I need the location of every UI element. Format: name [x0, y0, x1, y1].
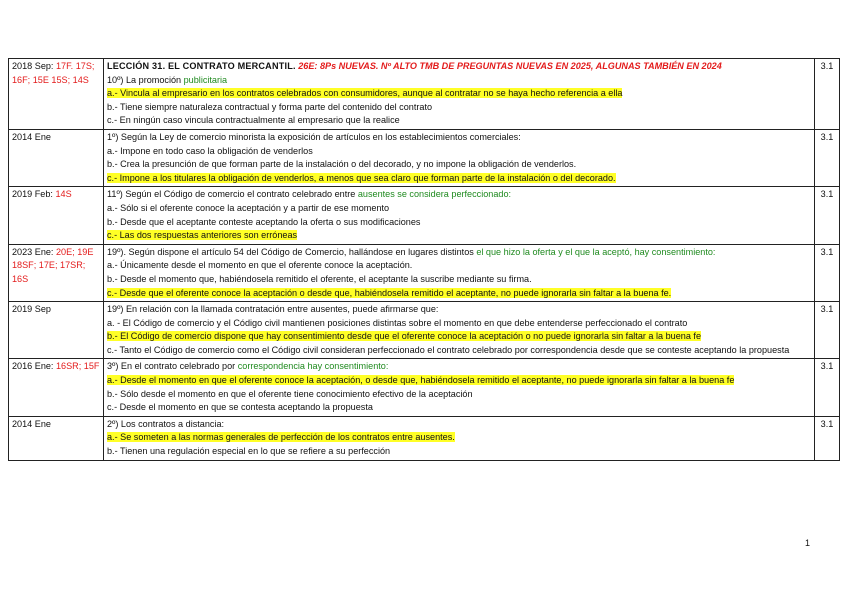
question-text	[107, 303, 811, 317]
table-row	[9, 302, 840, 359]
answer-option-text: b.- Desde que el aceptante conteste aceptando la oferta o sus modificaciones	[107, 216, 421, 227]
answer-option-text: b.- Sólo desde el momento en que el oferente tiene conocimiento efectivo de la aceptación	[107, 388, 473, 399]
repeated-exams: 14S	[55, 189, 72, 200]
question-cell	[104, 244, 815, 301]
question-cell	[104, 302, 815, 359]
question-stem: 3º) En el contrato celebrado por	[107, 361, 238, 372]
answer-option-text: c.- Desde que el oferente conoce la aceptación o desde que, habiéndosela remitido el aceptante, no puede ignorarla sin faltar a la buena fe.	[107, 287, 672, 298]
exam-date: 2019 Feb:	[12, 189, 56, 200]
page-number: 1	[804, 538, 810, 548]
table-row	[9, 416, 840, 460]
section-ref: 3.1	[815, 302, 840, 359]
exam-date-cell	[9, 129, 104, 186]
exam-date: 2016 Ene:	[12, 361, 56, 372]
table-row	[9, 244, 840, 301]
answer-option	[107, 216, 811, 230]
exam-date-cell	[9, 187, 104, 244]
question-text	[107, 246, 811, 260]
table-row	[9, 59, 840, 130]
correct-answer-option	[107, 287, 811, 301]
correct-answer-option	[107, 330, 811, 344]
answer-option-text: c.- Impone a los titulares la obligación de venderlos, a menos que sea claro que forman parte de la instalación o del decorado.	[107, 172, 616, 183]
answer-option-text: b.- El Código de comercio dispone que hay consentimiento desde que el oferente conoce la aceptación o no puede ignorarla sin faltar a la buena fe	[107, 331, 702, 342]
correct-answer-option	[107, 431, 811, 445]
exam-date: 2018 Sep:	[12, 61, 56, 71]
answer-option-text: a.- Sólo si el oferente conoce la aceptación y a partir de ese momento	[107, 202, 390, 213]
correct-answer-option	[107, 229, 811, 243]
section-ref: 3.1	[815, 59, 840, 130]
question-cell	[104, 359, 815, 416]
question-stem: 1º) Según la Ley de comercio minorista la exposición de artículos en los establecimientos comerciales:	[107, 131, 521, 142]
question-stem: 19º) En relación con la llamada contratación entre ausentes, puede afirmarse que:	[107, 304, 439, 315]
correct-answer-option	[107, 87, 811, 101]
question-text	[107, 188, 811, 202]
section-ref: 3.1	[815, 416, 840, 460]
exam-date: 2014 Ene	[12, 418, 51, 429]
question-keyword: publicitaria	[183, 74, 228, 85]
answer-option-text: a.- Se someten a las normas generales de perfección de los contratos entre ausentes.	[107, 432, 455, 443]
answer-option	[107, 158, 811, 172]
exam-date-cell	[9, 59, 104, 130]
question-cell	[104, 416, 815, 460]
section-ref: 3.1	[815, 359, 840, 416]
question-stem: 19º). Según dispone el artículo 54 del Código de Comercio, hallándose en lugares distintos	[107, 246, 477, 257]
answer-option	[107, 317, 811, 331]
repeated-exams: 16SR; 15F	[56, 361, 100, 372]
question-keyword: el que hizo la oferta y el que la aceptó, hay consentimiento:	[476, 246, 716, 257]
question-text	[107, 418, 811, 432]
table-row	[9, 359, 840, 416]
question-stem: 11º) Según el Código de comercio el contrato celebrado entre	[107, 189, 358, 200]
exam-date: 2014 Ene	[12, 131, 51, 142]
exam-date-cell	[9, 359, 104, 416]
table-row	[9, 187, 840, 244]
section-ref: 3.1	[815, 129, 840, 186]
repeated-exams: 20E; 19E 18SF; 17E; 17SR; 16S	[12, 246, 94, 284]
exam-date: 2019 Sep	[12, 304, 51, 315]
answer-option	[107, 101, 811, 115]
answer-option-text: b.- Crea la presunción de que forman parte de la instalación o del decorado, y no impone la obligación de venderlos.	[107, 159, 577, 170]
answer-option-text: b.- Tienen una regulación especial en lo que se refiere a su perfección	[107, 446, 391, 457]
answer-option-text: a.- Vincula al empresario en los contratos celebrados con consumidores, aunque al contratar no se haya hecho referencia a ella	[107, 88, 623, 99]
question-cell	[104, 129, 815, 186]
correct-answer-option	[107, 172, 811, 186]
answer-option-text: c.- Tanto el Código de comercio como el Código civil consideran perfeccionado el contrato celebrado por correspondencia desde que se conteste aceptando la propuesta	[107, 344, 790, 355]
answer-option	[107, 145, 811, 159]
exam-date-cell	[9, 302, 104, 359]
answer-option	[107, 202, 811, 216]
lesson-title-main: LECCIÓN 31. EL CONTRATO MERCANTIL.	[107, 61, 296, 71]
answer-option-text: a.- Impone en todo caso la obligación de venderlos	[107, 145, 313, 156]
answer-option-text: c.- En ningún caso vincula contractualmente al empresario que la realice	[107, 115, 400, 126]
lesson-title-note: 26E: 8Ps NUEVAS. Nº ALTO TMB DE PREGUNTAS NUEVAS EN 2025, ALGUNAS TAMBIÉN EN 2024	[298, 61, 722, 71]
answer-option	[107, 445, 811, 459]
answer-option	[107, 114, 811, 128]
answer-option	[107, 273, 811, 287]
section-ref: 3.1	[815, 187, 840, 244]
correct-answer-option	[107, 374, 811, 388]
answer-option	[107, 401, 811, 415]
table-row	[9, 129, 840, 186]
repeated-exams: 17F. 17S; 16F; 15E 15S; 14S	[12, 61, 95, 85]
answer-option-text: a.- Desde el momento en que el oferente conoce la aceptación, o desde que, habiéndosela remitido el aceptante, no puede ignorarla sin faltar a la buena fe	[107, 375, 735, 386]
question-text	[107, 360, 811, 374]
answer-option-text: b.- Tiene siempre naturaleza contractual y forma parte del contenido del contrato	[107, 101, 433, 112]
section-ref: 3.1	[815, 244, 840, 301]
question-cell	[104, 187, 815, 244]
lesson-title	[107, 60, 811, 74]
answer-option	[107, 388, 811, 402]
answer-option	[107, 344, 811, 358]
answer-option-text: b.- Desde el momento que, habiéndosela remitido el oferente, el aceptante la suscribe mediante su firma.	[107, 273, 532, 284]
question-text	[107, 131, 811, 145]
answer-option-text: c.- Las dos respuestas anteriores son erróneas	[107, 230, 298, 241]
answer-option	[107, 259, 811, 273]
question-text	[107, 74, 811, 88]
question-cell	[104, 59, 815, 130]
exam-date-cell	[9, 244, 104, 301]
question-keyword: ausentes se considera perfeccionado:	[357, 189, 512, 200]
exam-date-cell	[9, 416, 104, 460]
answer-option-text: a.- Únicamente desde el momento en que el oferente conoce la aceptación.	[107, 260, 413, 271]
question-stem: 2º) Los contratos a distancia:	[107, 418, 225, 429]
answer-option-text: c.- Desde el momento en que se contesta aceptando la propuesta	[107, 402, 373, 413]
questions-table	[8, 58, 840, 461]
exam-date: 2023 Ene:	[12, 246, 56, 257]
question-stem: 10º) La promoción	[107, 74, 184, 85]
question-keyword: correspondencia hay consentimiento:	[237, 361, 389, 372]
answer-option-text: a. - El Código de comercio y el Código civil mantienen posiciones distintas sobre el momento en que debe entenderse perfeccionado el contrato	[107, 317, 688, 328]
